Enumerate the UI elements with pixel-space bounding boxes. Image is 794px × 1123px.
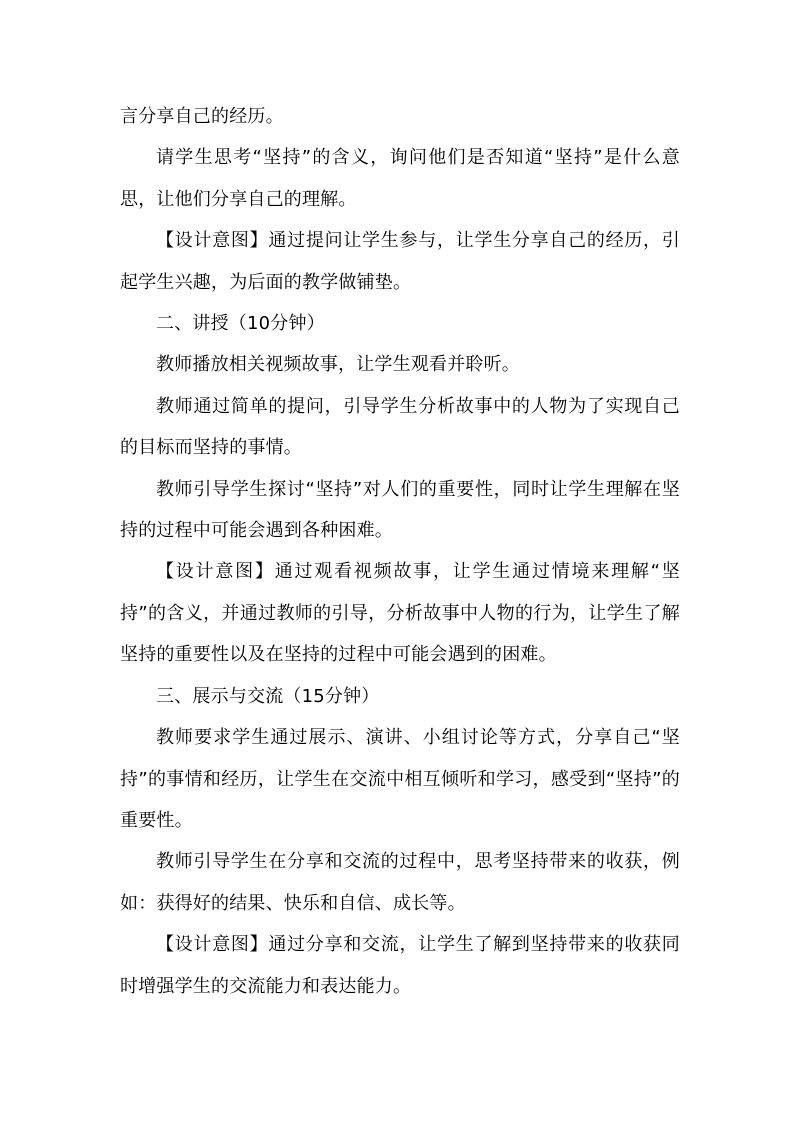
paragraph-guided-questions: 教师通过简单的提问，引导学生分析故事中的人物为了实现自己的目标而坚持的事情。 bbox=[120, 395, 680, 459]
paragraph-design-intent-1: 【设计意图】通过提问让学生参与，让学生分享自己的经历，引起学生兴趣，为后面的教学做铺垫。 bbox=[120, 230, 680, 293]
section-heading-presentation: 三、展示与交流（15分钟） bbox=[156, 685, 380, 707]
document-body bbox=[120, 96, 680, 1007]
paragraph-design-intent-3: 【设计意图】通过分享和交流，让学生了解到坚持带来的收获同时增强学生的交流能力和表达能力。 bbox=[120, 934, 680, 997]
paragraph-play-video: 教师播放相关视频故事，让学生观看并聆听。 bbox=[156, 354, 520, 376]
section-heading-lecture: 二、讲授（10分钟） bbox=[156, 313, 325, 335]
paragraph-student-sharing: 教师要求学生通过展示、演讲、小组讨论等方式，分享自己“坚持”的事情和经历，让学生在交流中相互倾听和学习，感受到“坚持”的重要性。 bbox=[120, 727, 680, 831]
paragraph-design-intent-2: 【设计意图】通过观看视频故事，让学生通过情境来理解“坚持”的含义，并通过教师的引导，分析故事中人物的行为，让学生了解坚持的重要性以及在坚持的过程中可能会遇到的困难。 bbox=[120, 561, 680, 666]
paragraph-think-about-persistence: 请学生思考“坚持”的含义，询问他们是否知道“坚持”是什么意思，让他们分享自己的理解。 bbox=[120, 147, 680, 210]
paragraph-importance-discussion: 教师引导学生探讨“坚持”对人们的重要性，同时让学生理解在坚持的过程中可能会遇到各种困难。 bbox=[120, 478, 680, 542]
paragraph-continuation: 言分享自己的经历。 bbox=[120, 106, 284, 127]
paragraph-reflection-gains: 教师引导学生在分享和交流的过程中，思考坚持带来的收获，例如：获得好的结果、快乐和自信、成长等。 bbox=[120, 851, 680, 914]
